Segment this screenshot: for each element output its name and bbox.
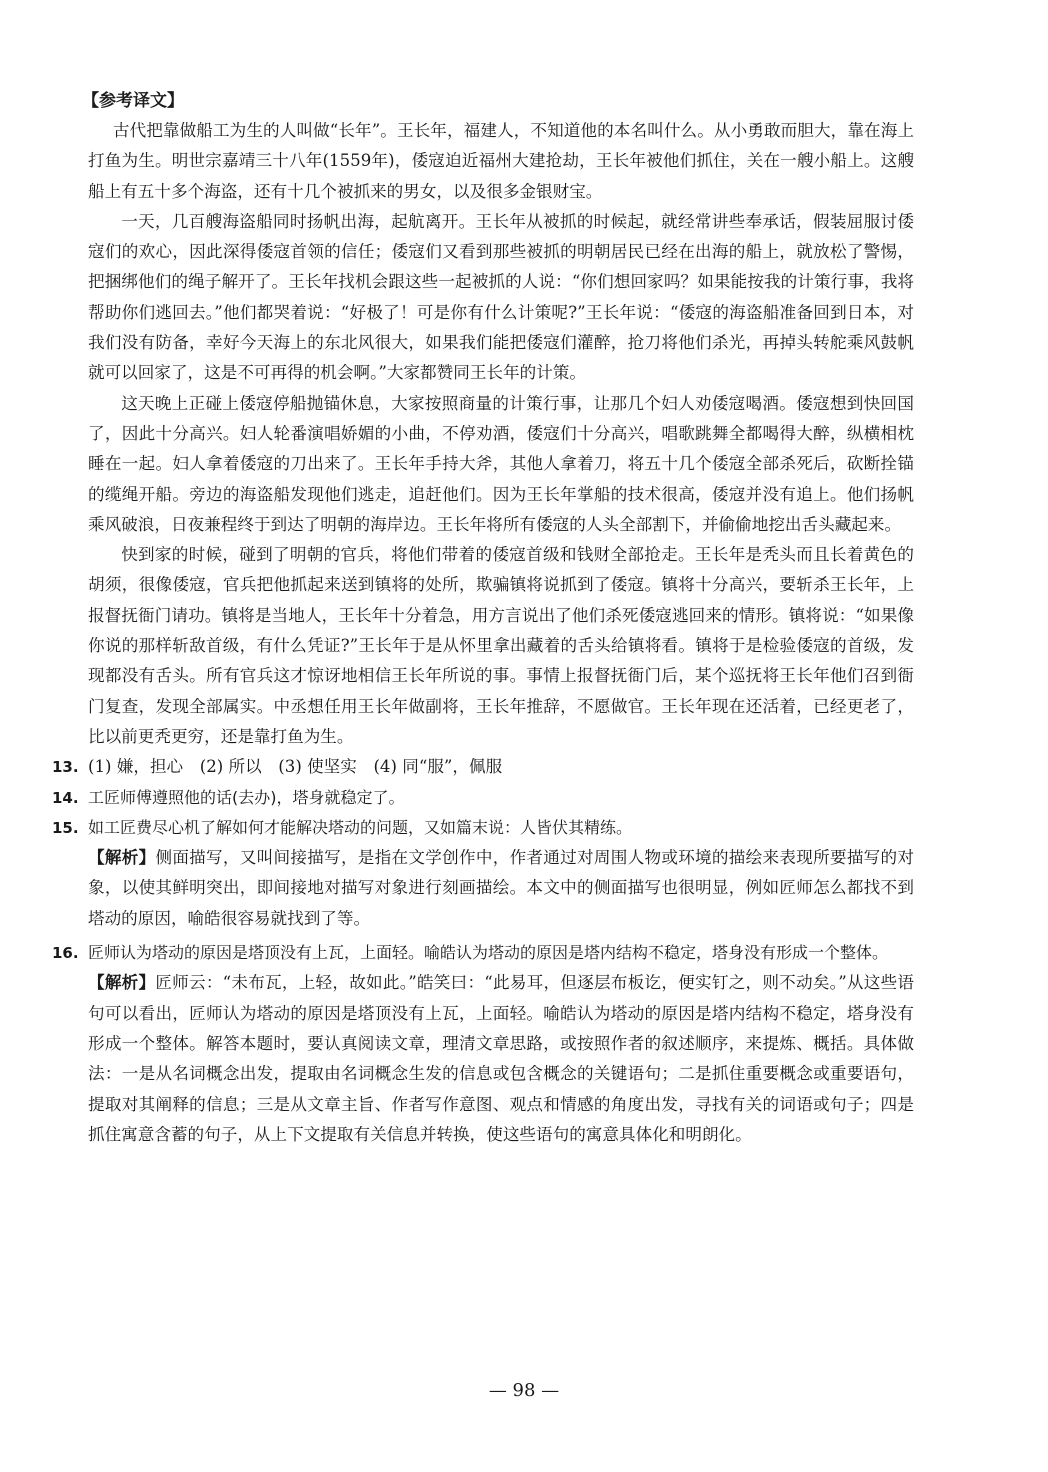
question-number: 15. [52,818,79,837]
page-content [52,86,915,1150]
answer-15 [52,813,912,843]
answer-text: 工匠师傅遵照他的话(去办)，塔身就稳定了。 [88,787,405,807]
analysis-text: 侧面描写，又叫间接描写，是指在文学创作中，作者通过对周围人物或环境的描绘来表现所要描写的对象，以使其鲜明突出，即间接地对描写对象进行刻画描绘。本文中的侧面描写也很明显，例如匠师怎么都找不到塔动的原因，喻皓很容易就找到了等。 [88,848,914,928]
analysis-15 [88,843,914,934]
translation-paragraph: 快到家的时候，碰到了明朝的官兵，将他们带着的倭寇首级和钱财全部抢走。王长年是秃头而且长着黄色的胡须，很像倭寇，官兵把他抓起来送到镇将的处所，欺骗镇将说抓到了倭寇。镇将十分高兴，要斩杀王长年，上报督抚衙门请功。镇将是当地人，王长年十分着急，用方言说出了他们杀死倭寇逃回来的情形。镇将说：“如果像你说的那样斩敌首级，有什么凭证?”王长年于是从怀里拿出藏着的舌头给镇将看。镇将于是检验倭寇的首级，发现都没有舌头。所有官兵这才惊讶地相信王长年所说的事。事情上报督抚衙门后，某个巡抚将王长年他们召到衙门复查，发现全部属实。中丞想任用王长年做副将，王长年推辞，不愿做官。王长年现在还活着，已经更老了，比以前更秃更穷，还是靠打鱼为生。 [88,545,914,746]
answer-text: 匠师认为塔动的原因是塔顶没有上瓦，上面轻。喻皓认为塔动的原因是塔内结构不稳定，塔身没有形成一个整体。 [88,943,889,963]
reference-translation [88,116,914,752]
translation-paragraph: 古代把靠做船工为生的人叫做“长年”。王长年，福建人，不知道他的本名叫什么。从小勇敢而胆大，靠在海上打鱼为生。明世宗嘉靖三十八年(1559年)，倭寇迫近福州大建抢劫，王长年被他们抓住，关在一艘小船上。这艘船上有五十多个海盗，还有十几个被抓来的男女，以及很多金银财宝。 [88,121,914,201]
answer-text: (1) 嫌，担心 (2) 所以 (3) 使坚实 (4) 同“服”，佩服 [88,757,503,777]
answer-13 [52,752,912,782]
analysis-16 [88,968,914,1150]
answer-14 [52,783,912,813]
answer-text: 如工匠费尽心机了解如何才能解决塔动的问题，又如篇末说：人皆伏其精练。 [88,817,633,837]
translation-paragraph: 这天晚上正碰上倭寇停船抛锚休息，大家按照商量的计策行事，让那几个妇人劝倭寇喝酒。倭寇想到快回国了，因此十分高兴。妇人轮番演唱娇媚的小曲，不停劝酒，倭寇们十分高兴，唱歌跳舞全都喝得大醉，纵横相枕睡在一起。妇人拿着倭寇的刀出来了。王长年手持大斧，其他人拿着刀，将五十几个倭寇全部杀死后，砍断拴锚的缆绳开船。旁边的海盗船发现他们逃走，追赶他们。因为王长年掌船的技术很高，倭寇并没有追上。他们扬帆乘风破浪，日夜兼程终于到达了明朝的海岸边。王长年将所有倭寇的人头全部割下，并偷偷地挖出舌头藏起来。 [88,393,914,534]
question-number: 16. [52,944,79,963]
question-number: 14. [52,788,79,807]
analysis-tag: 【解析】 [88,848,156,868]
page-number: — 98 — [488,1380,560,1401]
analysis-text: 匠师云：“未布瓦，上轻，故如此。”皓笑曰：“此易耳，但逐层布板讫，便实钉之，则不动矣。”从这些语句可以看出，匠师认为塔动的原因是塔顶没有上瓦，上面轻。喻皓认为塔动的原因是塔内结构不稳定，塔身没有形成一个整体。解答本题时，要认真阅读文章，理清文章思路，或按照作者的叙述顺序，来提炼、概括。具体做法：一是从名词概念出发，提取由名词概念生发的信息或包含概念的关键语句；二是抓住重要概念或重要语句，提取对其阐释的信息；三是从文章主旨、作者写作意图、观点和情感的角度出发，寻找有关的词语或句子；四是抓住寓意含蓄的句子，从上下文提取有关信息并转换，使这些语句的寓意具体化和明朗化。 [88,973,915,1144]
translation-paragraph: 一天，几百艘海盗船同时扬帆出海，起航离开。王长年从被抓的时候起，就经常讲些奉承话，假装屈服讨倭寇们的欢心，因此深得倭寇首领的信任；倭寇们又看到那些被抓的明朝居民已经在出海的船上，就放松了警惕，把捆绑他们的绳子解开了。王长年找机会跟这些一起被抓的人说：“你们想回家吗？如果能按我的计策行事，我将帮助你们逃回去。”他们都哭着说：“好极了！可是你有什么计策呢?”王长年说：“倭寇的海盗船准备回到日本，对我们没有防备，幸好今天海上的东北风很大，如果我们能把倭寇们灌醉，抢刀将他们杀光，再掉头转舵乘风鼓帆就可以回家了，这是不可再得的机会啊。”大家都赞同王长年的计策。 [88,211,914,383]
answer-16 [52,938,912,968]
analysis-tag: 【解析】 [88,973,156,993]
section-title: 【参考译文】 [82,91,184,111]
question-number: 13. [52,758,79,777]
